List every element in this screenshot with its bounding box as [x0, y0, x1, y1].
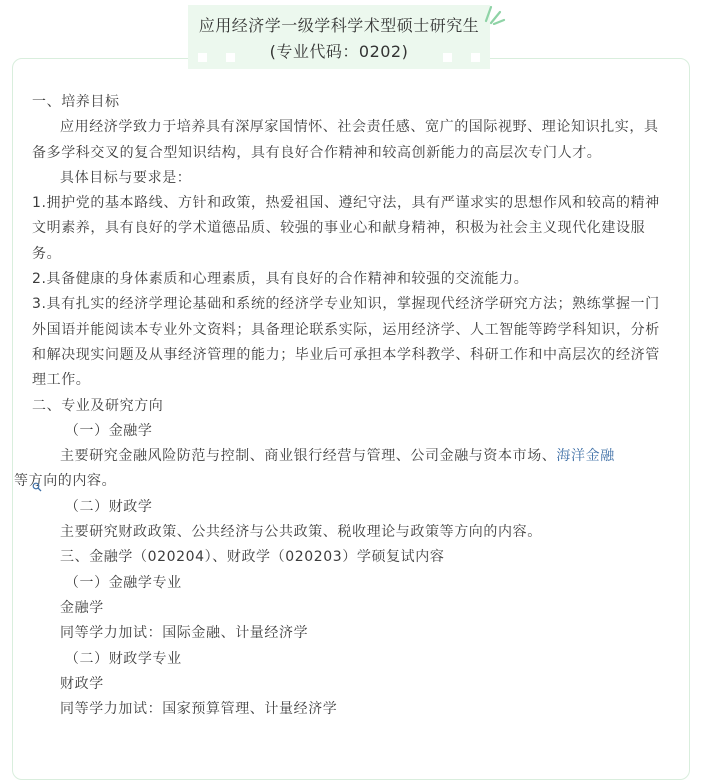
document-body	[14, 90, 672, 722]
decor-square	[471, 53, 480, 62]
paragraph: 具体目标与要求是：	[60, 169, 192, 186]
paragraph	[14, 444, 672, 495]
section-heading: 二、专业及研究方向	[32, 397, 164, 414]
subject-name: 财政学	[60, 675, 104, 692]
paragraph-text: 等方向的内容。	[14, 473, 117, 490]
subsection-heading: （一）金融学	[64, 422, 153, 439]
decor-square	[226, 53, 235, 62]
list-item: 1.拥护党的基本路线、方针和政策，热爱祖国、遵纪守法，具有严谨求实的思想作风和较高的精神文明素养，具有良好的学术道德品质、较强的事业心和献身精神，积极为社会主义现代化建设服务。	[32, 195, 660, 262]
title-banner	[188, 5, 490, 69]
list-item: 3.具有扎实的经济学理论基础和系统的经济学专业知识，掌握现代经济学研究方法；熟练掌握一门外国语并能阅读本专业外文资料；具备理论联系实际，运用经济学、人工智能等跨学科知识，分析和解决现实问题及从事经济管理的能力；毕业后可承担本学科教学、科研工作和中高层次的经济管理工作。	[32, 296, 660, 389]
subsection-heading: （一）金融学专业	[64, 574, 182, 591]
extra-exam: 同等学力加试：国家预算管理、计量经济学	[60, 701, 338, 718]
paragraph-text: 主要研究金融风险防范与控制、商业银行经营与管理、公司金融与资本市场、	[60, 448, 557, 465]
keyword-link[interactable]: 海洋金融	[556, 448, 615, 465]
program-code: (专业代码：0202)	[269, 42, 409, 61]
decor-square	[443, 53, 452, 62]
paragraph: 主要研究财政政策、公共经济与公共政策、税收理论与政策等方向的内容。	[60, 524, 542, 541]
decor-square	[198, 53, 207, 62]
extra-exam: 同等学力加试：国际金融、计量经济学	[60, 625, 309, 642]
sparkle-decoration-icon	[482, 3, 508, 25]
list-item: 2.具备健康的身体素质和心理素质，具有良好的合作精神和较强的交流能力。	[32, 271, 529, 288]
subsection-heading: （二）财政学专业	[64, 650, 182, 667]
section-heading: 一、培养目标	[32, 94, 120, 110]
page-title: 应用经济学一级学科学术型硕士研究生	[198, 16, 480, 35]
paragraph: 应用经济学致力于培养具有深厚家国情怀、社会责任感、宽广的国际视野、理论知识扎实，具备多学科交叉的复合型知识结构，具有良好合作精神和较高创新能力的高层次专门人才。	[32, 119, 659, 161]
section-heading: 三、金融学（020204）、财政学（020203）学硕复试内容	[60, 549, 445, 566]
subject-name: 金融学	[60, 599, 104, 616]
search-icon[interactable]	[4, 476, 14, 486]
subsection-heading: （二）财政学	[64, 498, 153, 515]
